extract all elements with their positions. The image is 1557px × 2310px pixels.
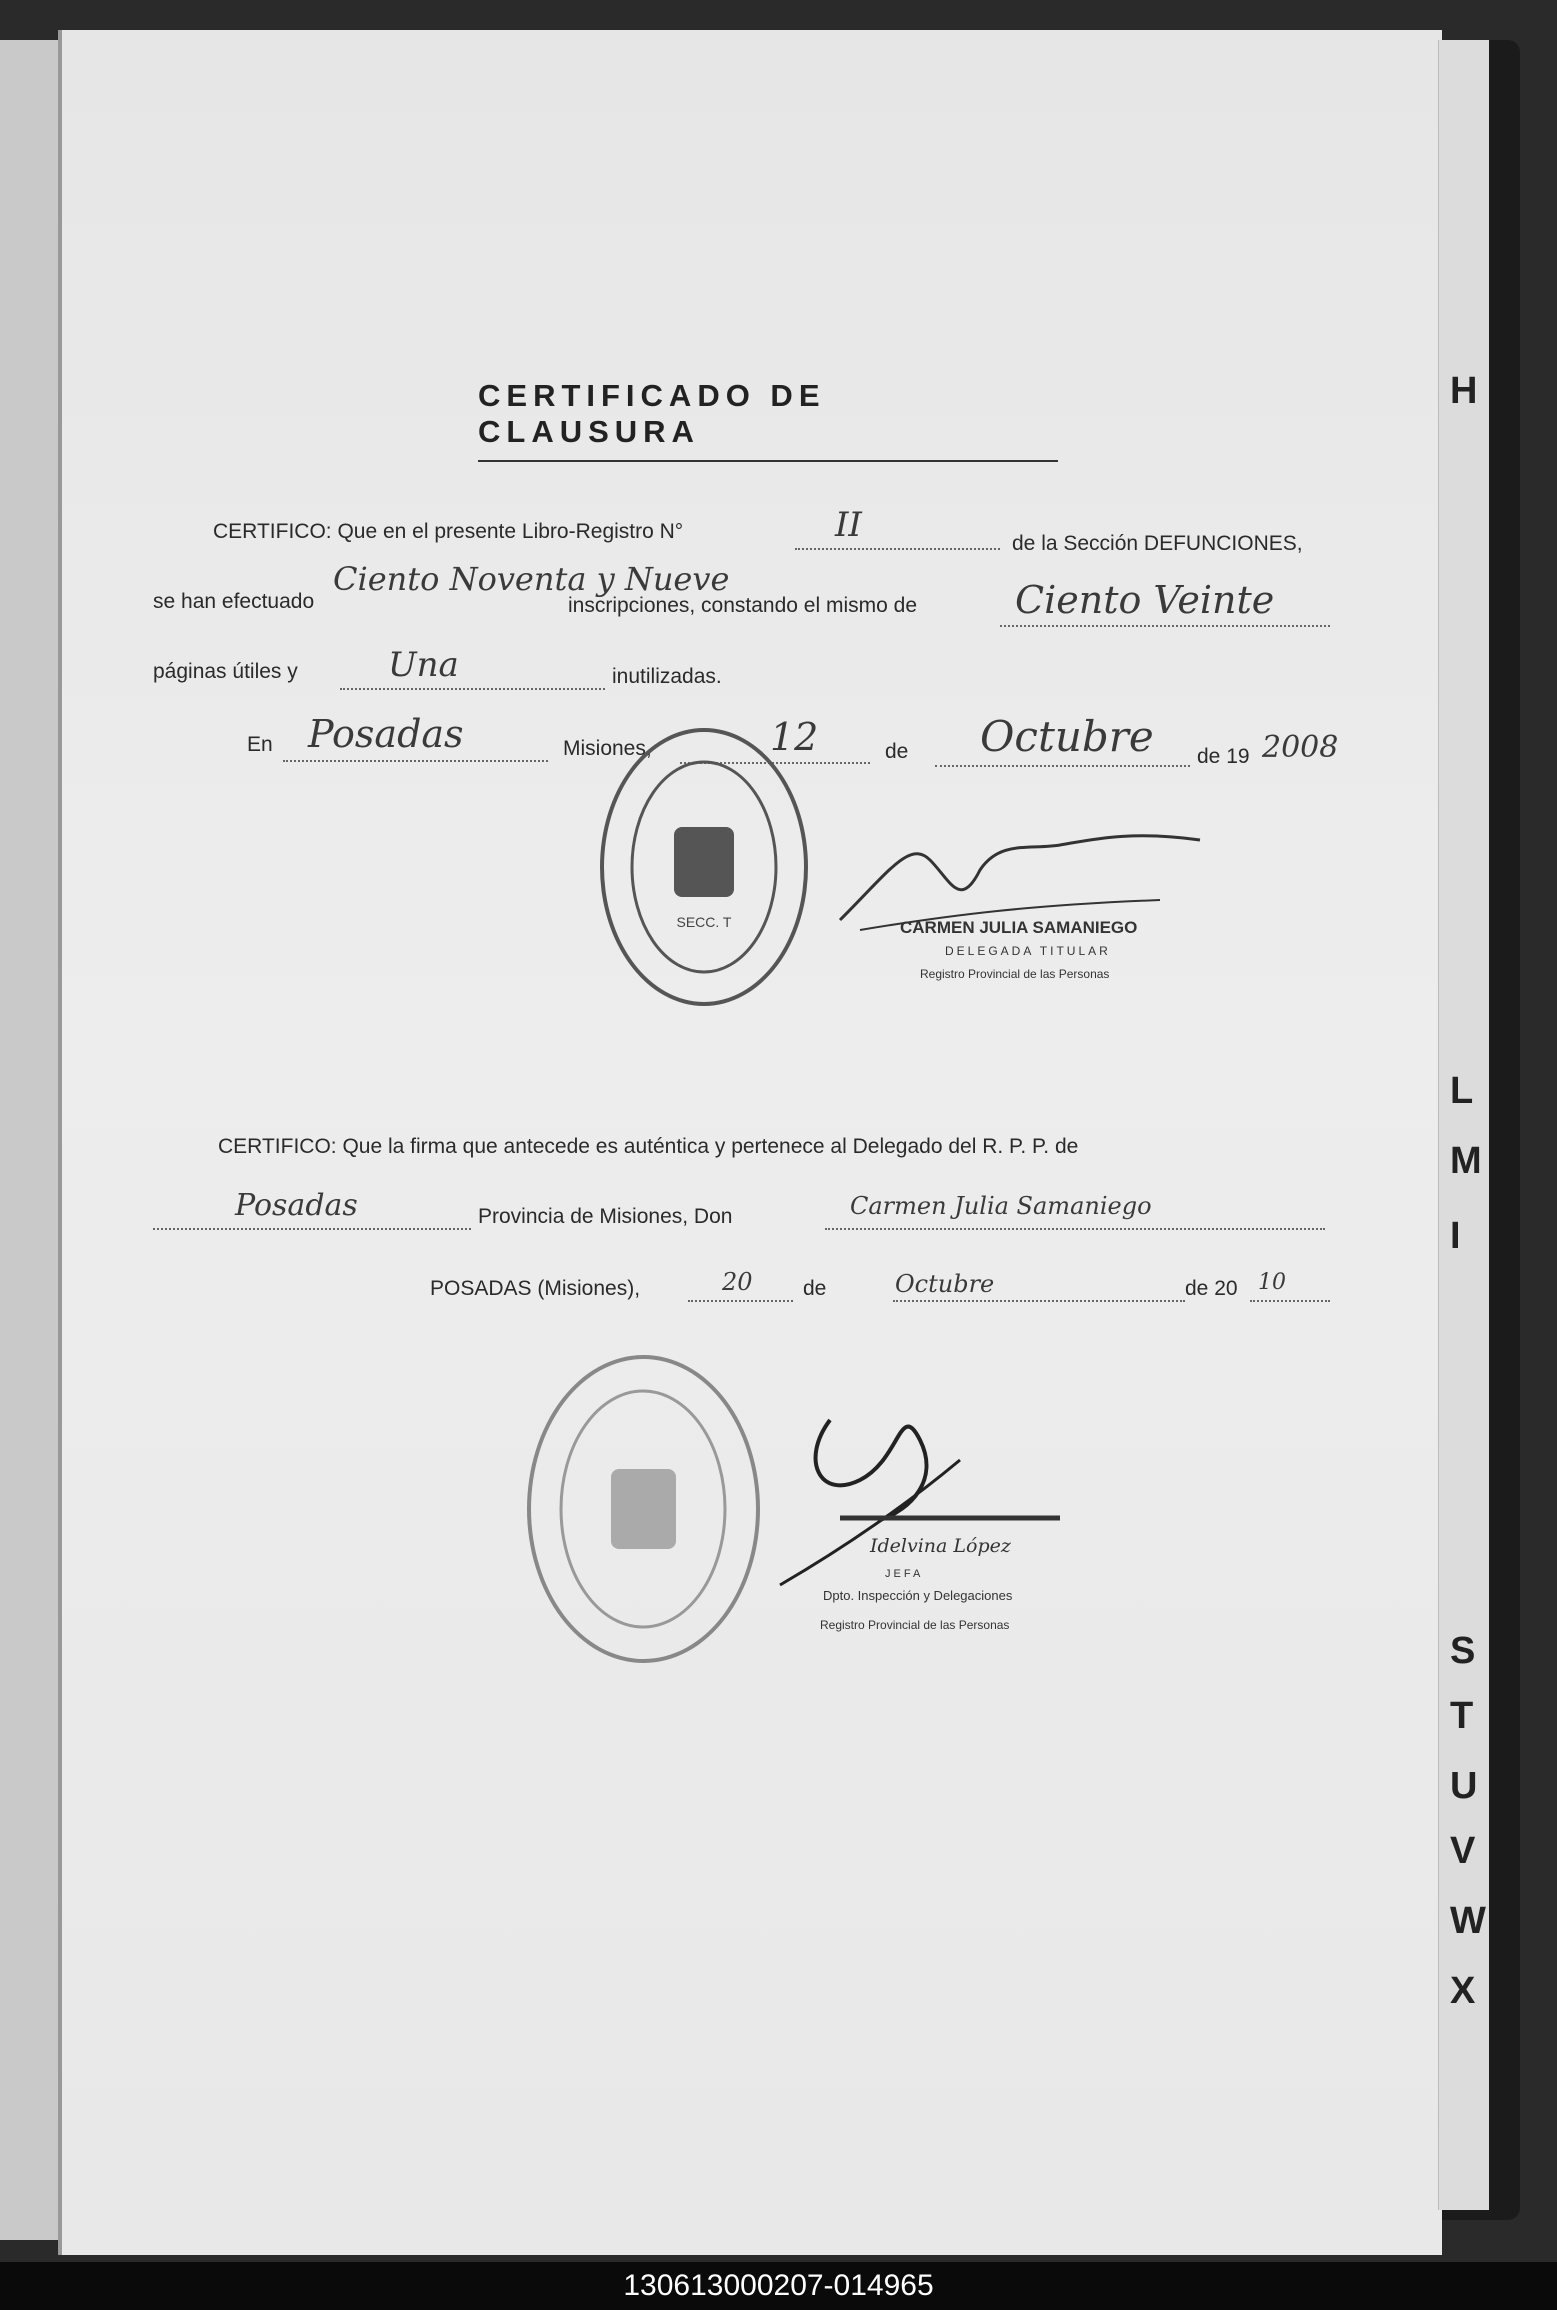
cert1-line1-a: CERTIFICO: Que en el presente Libro-Registro N° xyxy=(213,520,684,543)
handwritten-month-2: Octubre xyxy=(895,1270,995,1298)
signatory1-name: CARMEN JULIA SAMANIEGO xyxy=(900,918,1138,937)
tab-letter: H xyxy=(1450,370,1478,412)
handwritten-paginas: Ciento Veinte xyxy=(1015,578,1275,622)
cert2-de-year: de 20 xyxy=(1185,1277,1238,1300)
document-id-footer: 130613000207-014965 xyxy=(0,2262,1557,2310)
handwritten-month: Octubre xyxy=(980,712,1154,761)
tab-letter: L xyxy=(1450,1070,1474,1112)
tab-letter: M xyxy=(1450,1140,1482,1182)
dotted-line xyxy=(825,1228,1325,1230)
cert1-de: de xyxy=(885,740,909,763)
handwritten-inscripciones: Ciento Noventa y Nueve xyxy=(333,560,730,598)
cert1-line2-b: inscripciones, constando el mismo de xyxy=(568,594,918,617)
dotted-line xyxy=(935,765,1190,767)
seal-emblem-2 xyxy=(531,1359,756,1659)
svg-text:SECC. T: SECC. T xyxy=(676,914,732,930)
tab-letter: W xyxy=(1450,1900,1486,1942)
cert1-line3-a: páginas útiles y xyxy=(153,660,298,683)
cert1-line1-b: de la Sección DEFUNCIONES, xyxy=(1012,532,1303,555)
tab-letter: X xyxy=(1450,1970,1476,2012)
handwritten-place-2: Posadas xyxy=(235,1188,358,1223)
handwritten-year: 2008 xyxy=(1262,730,1339,765)
handwritten-inutilizadas: Una xyxy=(388,645,459,685)
handwritten-day-2: 20 xyxy=(722,1268,753,1296)
signatory2-role: JEFA xyxy=(885,1568,924,1580)
tab-letter: U xyxy=(1450,1765,1478,1807)
handwritten-registro-num: II xyxy=(835,505,862,545)
signatory2-org: Registro Provincial de las Personas xyxy=(820,1618,1010,1632)
document-title: CERTIFICADO DE CLAUSURA xyxy=(478,378,1058,462)
handwritten-year-2: 10 xyxy=(1258,1270,1286,1295)
index-tabs xyxy=(1438,40,1489,2210)
official-seal xyxy=(600,728,808,1006)
handwritten-place: Posadas xyxy=(308,712,464,756)
dotted-line xyxy=(893,1300,1185,1302)
cert1-de19: de 19 xyxy=(1197,745,1250,768)
left-page-edge xyxy=(0,40,61,2240)
dotted-line xyxy=(340,688,605,690)
dotted-line xyxy=(283,760,548,762)
signatory1-org: Registro Provincial de las Personas xyxy=(920,967,1110,981)
tab-letter: I xyxy=(1450,1215,1461,1257)
cert2-de: de xyxy=(803,1277,827,1300)
handwritten-name: Carmen Julia Samaniego xyxy=(850,1192,1152,1220)
dotted-line xyxy=(153,1228,471,1230)
cert1-line3-b: inutilizadas. xyxy=(612,665,722,688)
signatory2-dept: Dpto. Inspección y Delegaciones xyxy=(823,1588,1013,1603)
cert2-line1: CERTIFICO: Que la firma que antecede es auténtica y pertenece al Delegado del R. P. P. de xyxy=(218,1135,1079,1158)
dotted-line xyxy=(795,548,1000,550)
signature-scribble-2 xyxy=(760,1380,1090,1600)
official-seal-2 xyxy=(527,1355,760,1663)
signatory1-role: DELEGADA TITULAR xyxy=(945,944,1111,958)
dotted-line xyxy=(688,1300,793,1302)
cert1-misiones: Misiones, xyxy=(563,737,652,760)
cert2-line3-a: POSADAS (Misiones), xyxy=(430,1277,641,1300)
dotted-line xyxy=(1250,1300,1330,1302)
cert1-en: En xyxy=(247,733,273,756)
cert1-line2-a: se han efectuado xyxy=(153,590,315,613)
handwritten-day: 12 xyxy=(770,715,819,759)
cert2-line2-a: Provincia de Misiones, Don xyxy=(478,1205,733,1228)
tab-letter: S xyxy=(1450,1630,1476,1672)
seal-emblem xyxy=(604,732,804,1002)
tab-letter: T xyxy=(1450,1695,1474,1737)
tab-letter: V xyxy=(1450,1830,1476,1872)
signatory2-name: Idelvina López xyxy=(870,1535,1011,1557)
dotted-line xyxy=(1000,625,1330,627)
